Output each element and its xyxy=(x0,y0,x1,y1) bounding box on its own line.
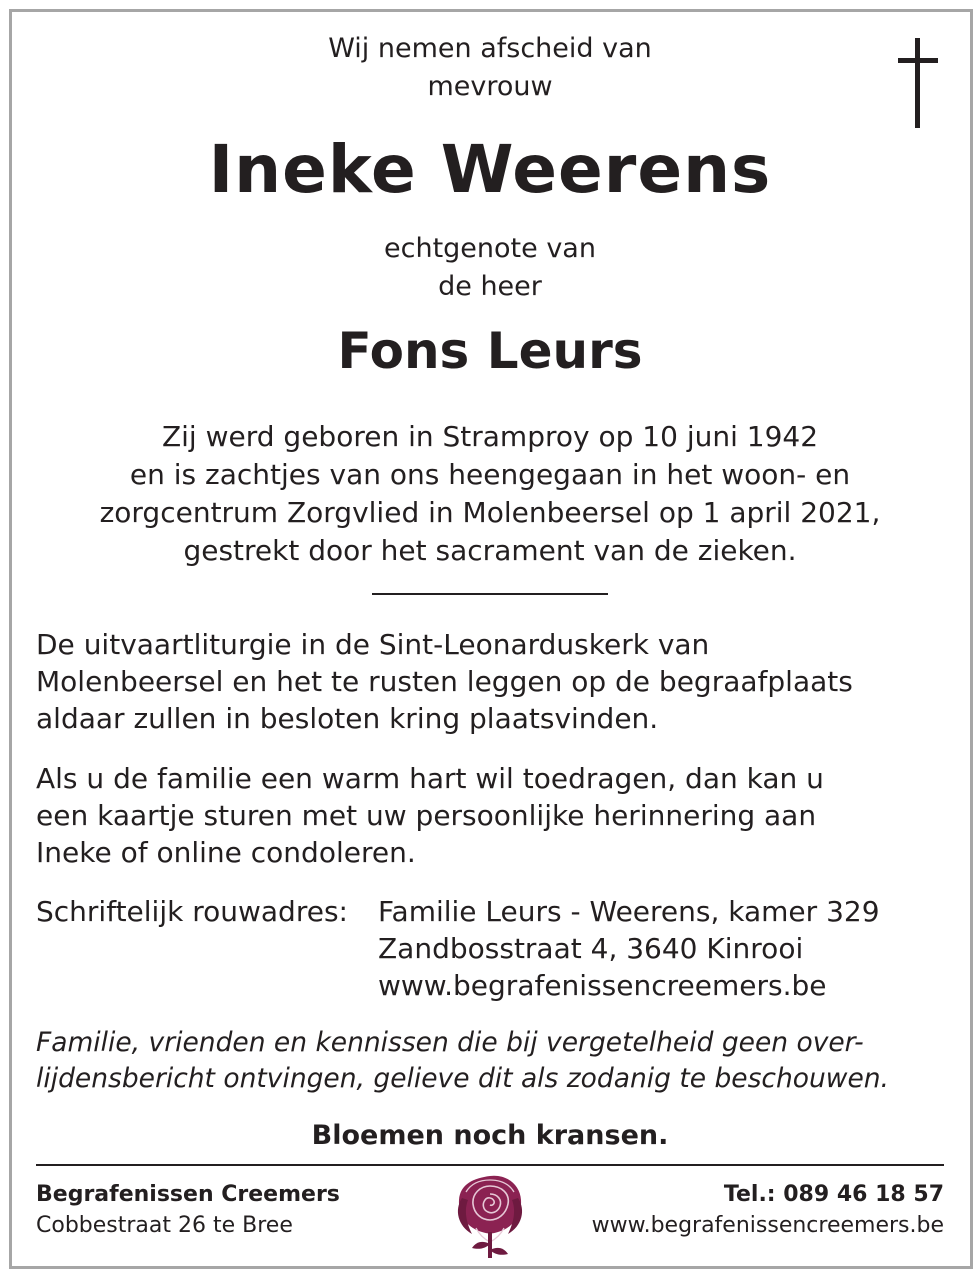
address-label: Schriftelijk rouwadres: xyxy=(36,895,348,928)
company-address: Cobbestraat 26 te Bree xyxy=(36,1213,293,1238)
address-line: Familie Leurs - Weerens, kamer 329 xyxy=(378,895,880,928)
condolences-line: Als u de familie een warm hart wil toedragen, dan kan u xyxy=(36,762,824,795)
funeral-line: De uitvaartliturgie in de Sint-Leonarduskerk van xyxy=(36,628,710,661)
spouse-intro-line: de heer xyxy=(438,271,542,302)
spouse-intro xyxy=(0,230,980,306)
company-phone[interactable]: Tel.: 089 46 18 57 xyxy=(723,1182,944,1207)
funeral-line: aldaar zullen in besloten kring plaatsvinden. xyxy=(36,702,659,735)
birth-line: en is zachtjes van ons heengegaan in het woon- en xyxy=(129,458,851,491)
intro-line: Wij nemen afscheid van xyxy=(328,33,652,64)
notice-line: lijdensbericht ontvingen, gelieve dit als zodanig te beschouwen. xyxy=(36,1063,889,1094)
address-block xyxy=(378,893,880,1004)
spouse-intro-line: echtgenote van xyxy=(384,233,596,264)
condolences-line: een kaartje sturen met uw persoonlijke herinnering aan xyxy=(36,799,817,832)
birth-paragraph xyxy=(0,418,980,570)
footer-divider xyxy=(36,1164,944,1166)
address-line: Zandbosstraat 4, 3640 Kinrooi xyxy=(378,932,804,965)
company-website[interactable]: www.begrafenissencreemers.be xyxy=(591,1213,944,1238)
rose-icon xyxy=(452,1170,528,1260)
notice-line: Familie, vrienden en kennissen die bij vergetelheid geen over- xyxy=(36,1027,864,1058)
deceased-name: Ineke Weerens xyxy=(208,131,772,208)
intro-line: mevrouw xyxy=(427,71,553,102)
funeral-line: Molenbeersel en het te rusten leggen op de begraafplaats xyxy=(36,665,853,698)
company-name: Begrafenissen Creemers xyxy=(36,1182,340,1207)
birth-line: Zij werd geboren in Stramproy op 10 juni 1942 xyxy=(161,420,819,453)
funeral-paragraph xyxy=(36,626,946,737)
divider xyxy=(372,593,608,595)
notice-paragraph xyxy=(36,1025,944,1097)
flowers-note: Bloemen noch kransen. xyxy=(311,1120,669,1151)
intro-text xyxy=(0,30,980,106)
condolences-line: Ineke of online condoleren. xyxy=(36,836,416,869)
spouse-name: Fons Leurs xyxy=(337,322,643,380)
birth-line: gestrekt door het sacrament van de zieken. xyxy=(183,534,797,567)
address-website[interactable]: www.begrafenissencreemers.be xyxy=(378,969,827,1002)
birth-line: zorgcentrum Zorgvlied in Molenbeersel op 1 april 2021, xyxy=(99,496,881,529)
condolences-paragraph xyxy=(36,760,946,871)
